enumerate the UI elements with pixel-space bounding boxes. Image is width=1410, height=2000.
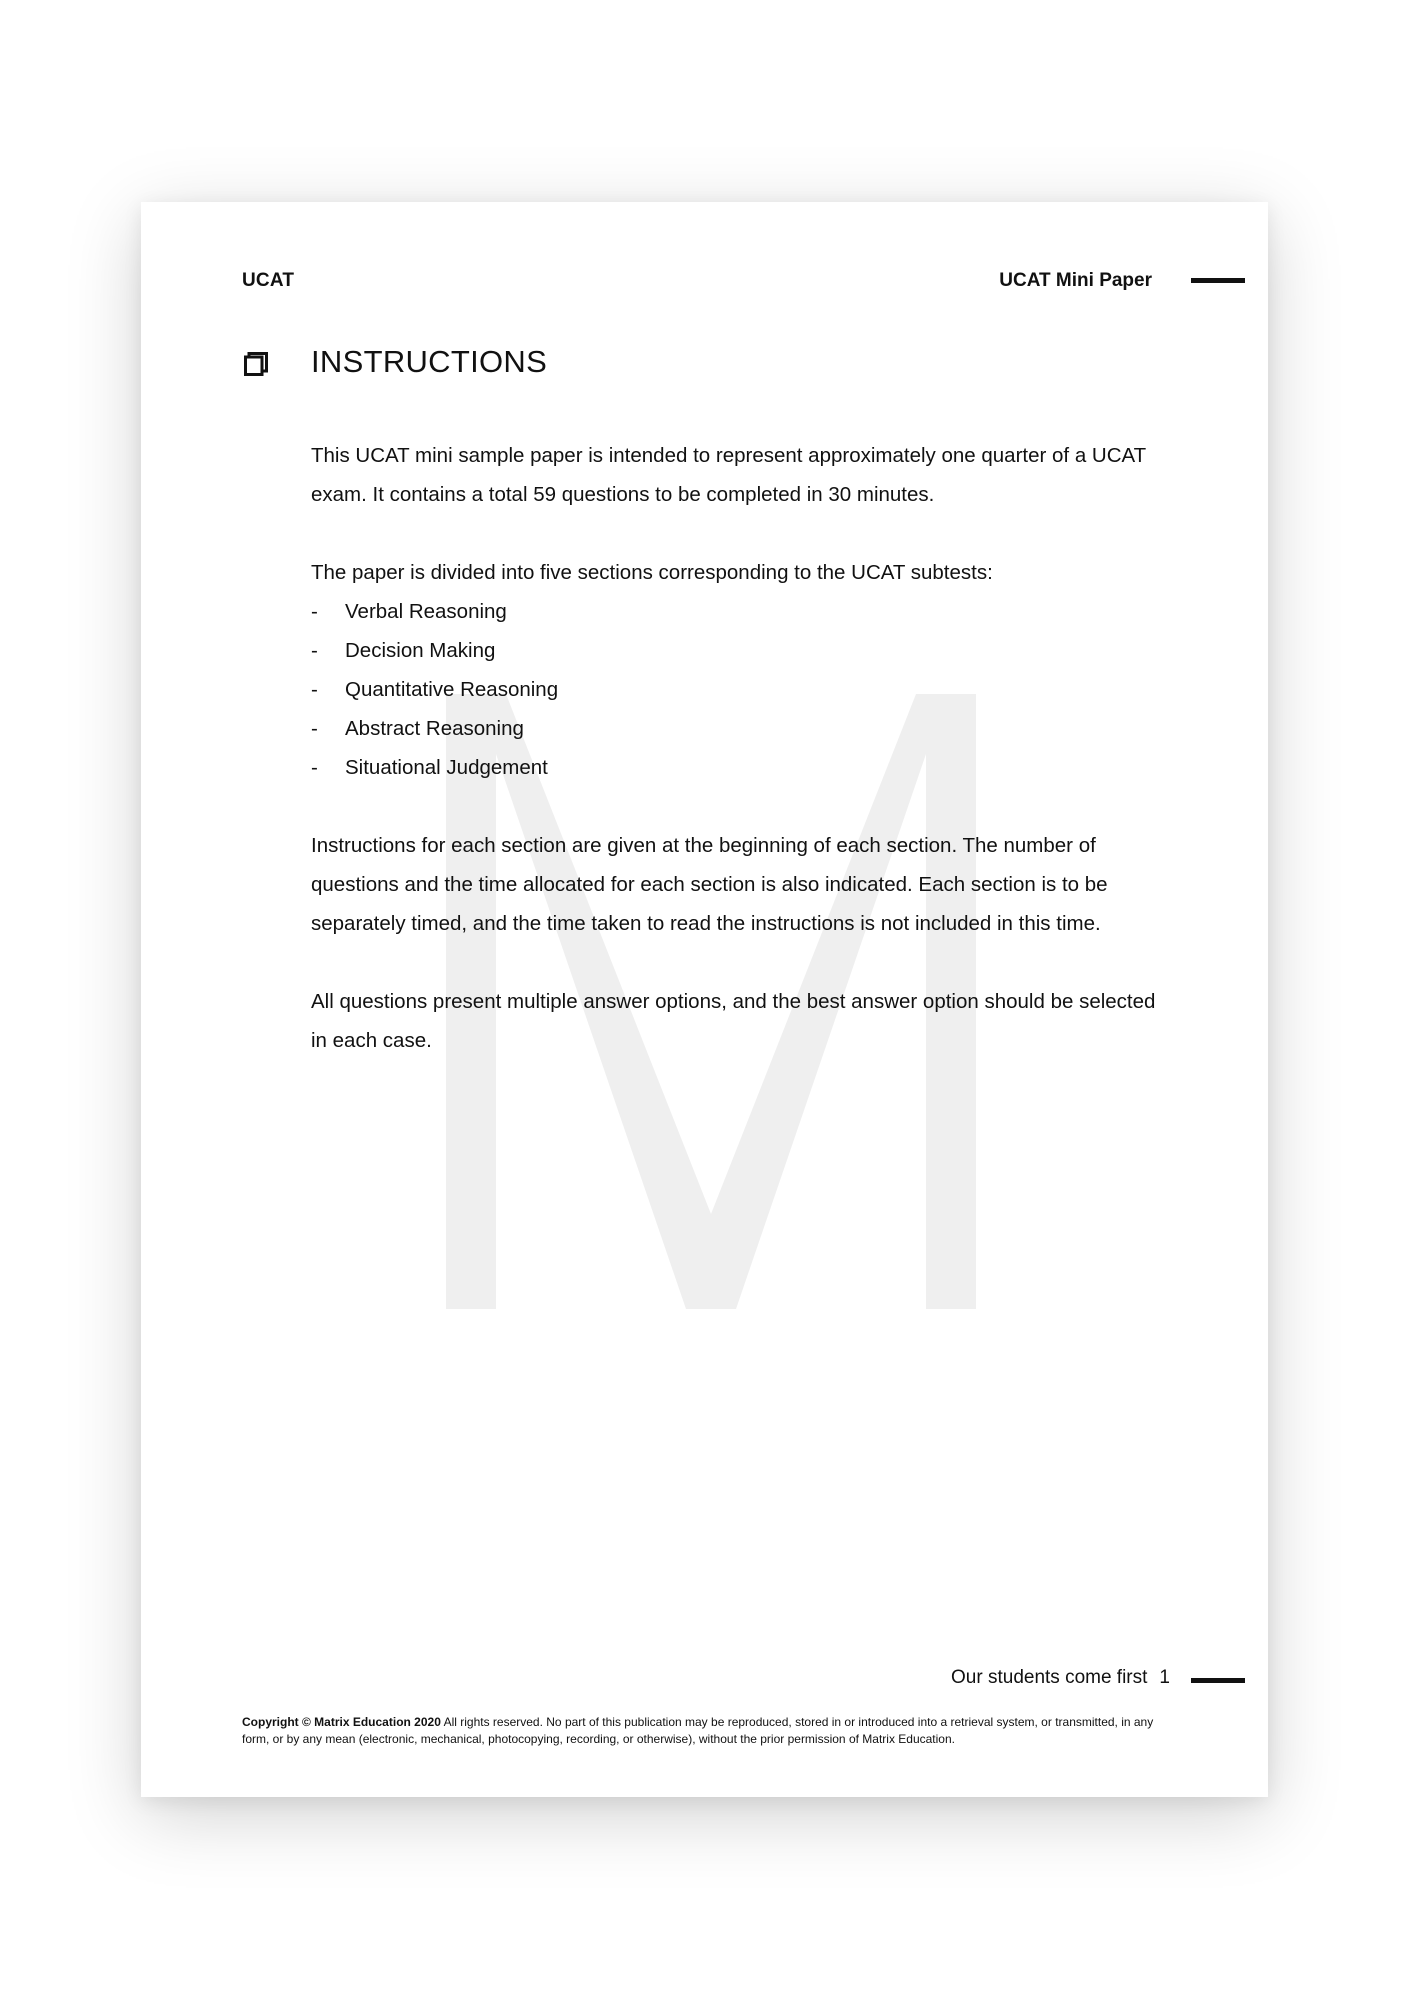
checkbox-square-icon <box>244 352 268 376</box>
tagline-text: Our students come first <box>951 1667 1148 1688</box>
header-left: UCAT <box>242 270 295 291</box>
subtest-label: Decision Making <box>345 639 496 662</box>
bullet-dash: - <box>311 756 318 779</box>
copyright-text: All rights reserved. No part of this publication may be reproduced, stored in or introduced into a retrieval system, or transmitted, in any form, or by any mean (electronic, mechanical, photocopying, recording, or otherwise), without the prior permission of Matrix Education. <box>242 1715 1154 1746</box>
subtest-label: Situational Judgement <box>345 756 548 779</box>
header-right: UCAT Mini Paper <box>999 270 1152 291</box>
subtest-label: Quantitative Reasoning <box>345 678 559 701</box>
footer-dash <box>1191 1678 1245 1683</box>
list-item <box>311 631 1161 670</box>
bullet-dash: - <box>311 717 318 740</box>
section-instructions-paragraph: Instructions for each section are given at the beginning of each section. The number of questions and the time allocated for each section is also indicated. Each section is to be separately timed, and the time taken to read the instructions is not included in this time. <box>311 834 1108 935</box>
bullet-dash: - <box>311 600 318 623</box>
subtest-label: Abstract Reasoning <box>345 717 524 740</box>
section-title: INSTRUCTIONS <box>311 344 548 379</box>
list-item <box>311 670 1161 709</box>
subtest-label: Verbal Reasoning <box>345 600 507 623</box>
bullet-dash: - <box>311 678 318 701</box>
page-number: 1 <box>1159 1667 1170 1688</box>
footer-tagline <box>951 1667 1170 1689</box>
subtest-list <box>311 592 1161 787</box>
document-page <box>141 202 1268 1797</box>
list-item <box>311 709 1161 748</box>
instructions-body <box>311 436 1161 1099</box>
answer-options-paragraph: All questions present multiple answer options, and the best answer option should be selected in each case. <box>311 990 1156 1052</box>
subtests-intro: The paper is divided into five sections corresponding to the UCAT subtests: <box>311 561 993 584</box>
header-dash <box>1191 278 1245 283</box>
list-item <box>311 592 1161 631</box>
bullet-dash: - <box>311 639 318 662</box>
copyright-notice <box>242 1714 1182 1748</box>
copyright-owner: Copyright © Matrix Education 2020 <box>242 1715 441 1729</box>
list-item <box>311 748 1161 787</box>
intro-paragraph: This UCAT mini sample paper is intended to represent approximately one quarter of a UCAT exam. It contains a total 59 questions to be completed in 30 minutes. <box>311 444 1146 506</box>
